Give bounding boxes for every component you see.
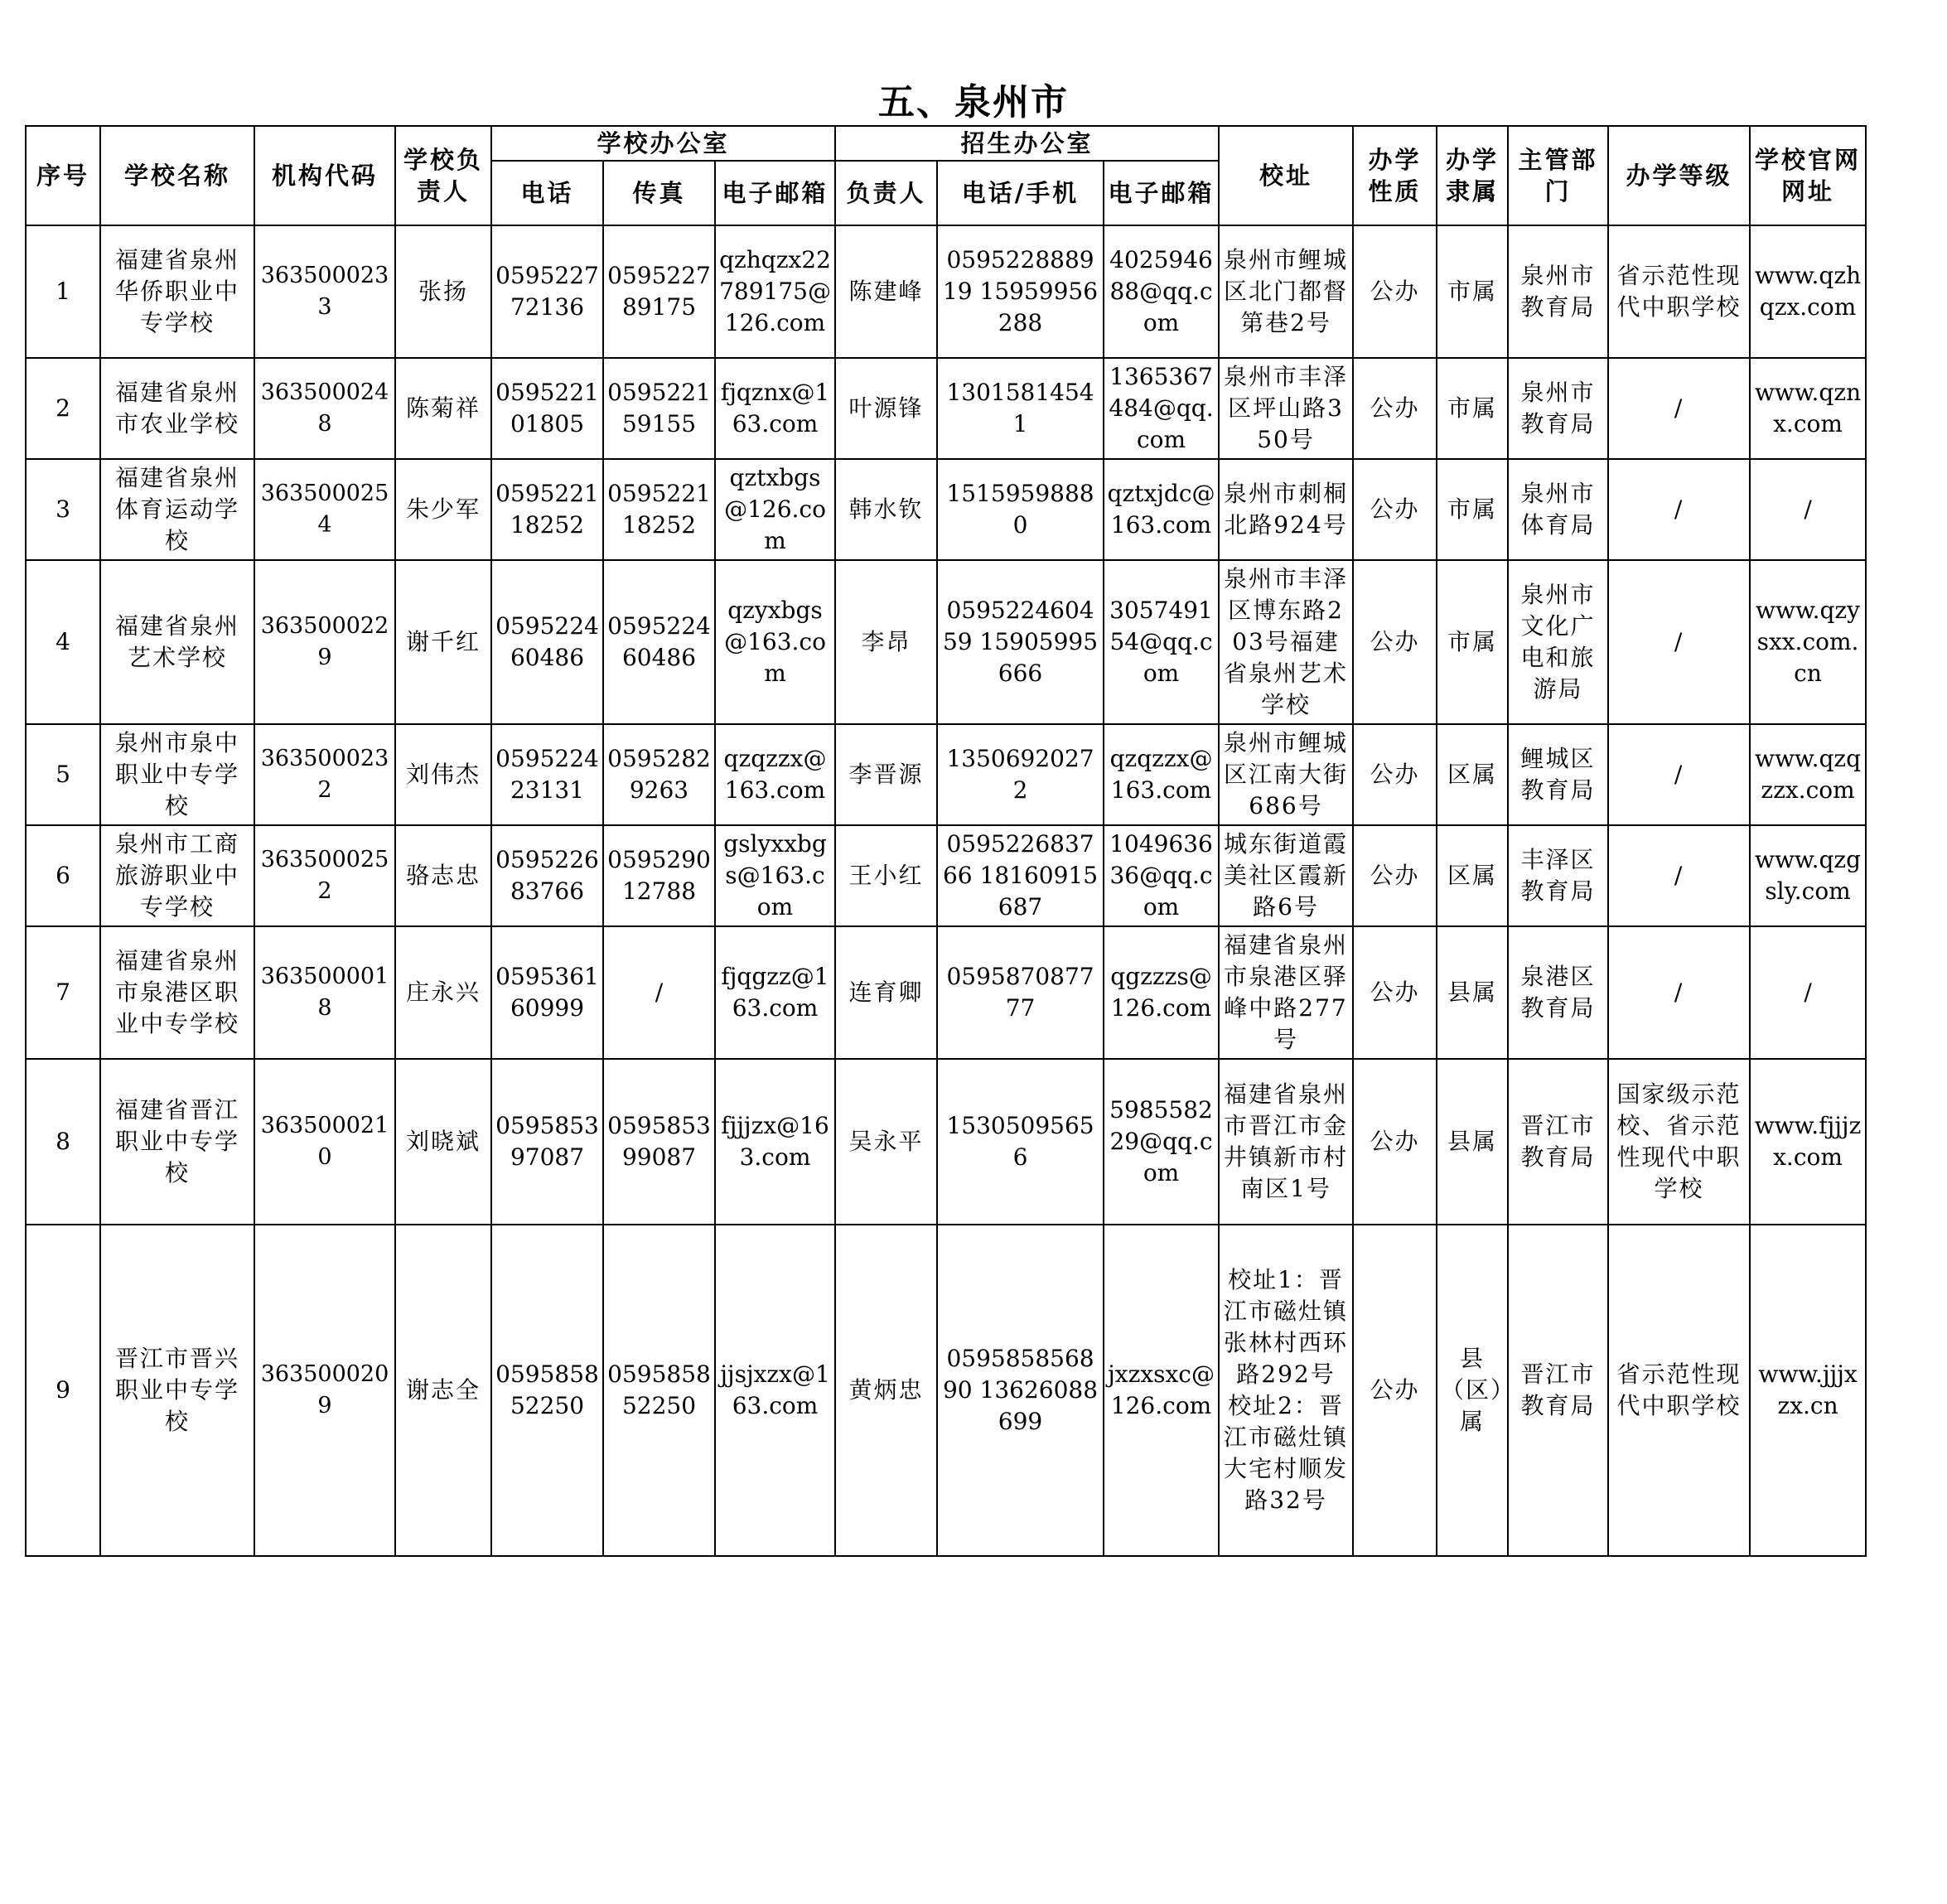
- cell-nature: 公办: [1353, 926, 1437, 1059]
- cell-email: jjsjxzx@163.com: [715, 1225, 835, 1556]
- cell-phone-mobile: 059522683766 18160915687: [937, 825, 1104, 926]
- cell-level: 国家级示范校、省示范性现代中职学校: [1608, 1059, 1750, 1225]
- table-row: [26, 225, 1866, 358]
- cell-phone-mobile: 059587087777: [937, 926, 1104, 1059]
- header-contact: 负责人: [835, 161, 937, 225]
- cell-affiliation: 县（区）属: [1437, 1225, 1508, 1556]
- cell-contact: 叶源锋: [835, 358, 937, 459]
- cell-website: www.qzqzzx.com: [1750, 724, 1866, 825]
- header-school-office: 学校办公室: [491, 126, 835, 161]
- header-org-code: 机构代码: [254, 126, 395, 225]
- cell-org-code: 3635000252: [254, 825, 395, 926]
- cell-school-name: 福建省泉州市泉港区职业中专学校: [100, 926, 254, 1059]
- cell-level: /: [1608, 825, 1750, 926]
- cell-seq: 3: [26, 459, 100, 560]
- cell-phone-mobile: 059585856890 13626088699: [937, 1225, 1104, 1556]
- cell-authority: 泉州市文化广电和旅游局: [1508, 560, 1608, 724]
- cell-org-code: 3635000209: [254, 1225, 395, 1556]
- header-phone-mobile: 电话/手机: [937, 161, 1104, 225]
- cell-admission-email: jxzxsxc@126.com: [1104, 1225, 1219, 1556]
- cell-authority: 泉港区教育局: [1508, 926, 1608, 1059]
- cell-contact: 吴永平: [835, 1059, 937, 1225]
- cell-contact: 王小红: [835, 825, 937, 926]
- header-admission-email: 电子邮箱: [1104, 161, 1219, 225]
- cell-principal: 刘晓斌: [395, 1059, 491, 1225]
- cell-phone-mobile: 15305095656: [937, 1059, 1104, 1225]
- cell-phone: 059536160999: [491, 926, 603, 1059]
- cell-email: fjqznx@163.com: [715, 358, 835, 459]
- cell-org-code: 3635000233: [254, 225, 395, 358]
- cell-phone-mobile: 15159598880: [937, 459, 1104, 560]
- cell-address: 泉州市鲤城区北门都督第巷2号: [1219, 225, 1353, 358]
- cell-affiliation: 市属: [1437, 358, 1508, 459]
- cell-affiliation: 市属: [1437, 459, 1508, 560]
- cell-address: 校址1：晋江市磁灶镇张林村西环路292号 校址2：晋江市磁灶镇大宅村顺发路32号: [1219, 1225, 1353, 1556]
- cell-level: 省示范性现代中职学校: [1608, 1225, 1750, 1556]
- cell-phone-mobile: 13506920272: [937, 724, 1104, 825]
- header-level: 办学等级: [1608, 126, 1750, 225]
- cell-nature: 公办: [1353, 459, 1437, 560]
- cell-address: 福建省泉州市晋江市金井镇新市村南区1号: [1219, 1059, 1353, 1225]
- cell-school-name: 福建省泉州华侨职业中专学校: [100, 225, 254, 358]
- cell-affiliation: 市属: [1437, 560, 1508, 724]
- cell-authority: 泉州市教育局: [1508, 225, 1608, 358]
- cell-website: www.jjjxzx.cn: [1750, 1225, 1866, 1556]
- table-body: [26, 225, 1866, 1556]
- table-row: [26, 358, 1866, 459]
- cell-level: /: [1608, 926, 1750, 1059]
- cell-admission-email: 402594688@qq.com: [1104, 225, 1219, 358]
- header-fax: 传真: [603, 161, 715, 225]
- cell-phone-mobile: 059522460459 15905995666: [937, 560, 1104, 724]
- cell-school-name: 泉州市泉中职业中专学校: [100, 724, 254, 825]
- page-title: 五、泉州市: [878, 81, 1069, 123]
- cell-affiliation: 县属: [1437, 1059, 1508, 1225]
- cell-phone: 059522772136: [491, 225, 603, 358]
- cell-email: gslyxxbgs@163.com: [715, 825, 835, 926]
- cell-address: 城东街道霞美社区霞新路6号: [1219, 825, 1353, 926]
- cell-seq: 9: [26, 1225, 100, 1556]
- cell-org-code: 3635000248: [254, 358, 395, 459]
- cell-principal: 刘伟杰: [395, 724, 491, 825]
- cell-nature: 公办: [1353, 560, 1437, 724]
- cell-seq: 5: [26, 724, 100, 825]
- cell-nature: 公办: [1353, 825, 1437, 926]
- cell-website: www.qznx.com: [1750, 358, 1866, 459]
- cell-email: fjqgzz@163.com: [715, 926, 835, 1059]
- cell-seq: 2: [26, 358, 100, 459]
- cell-contact: 连育卿: [835, 926, 937, 1059]
- cell-level: 省示范性现代中职学校: [1608, 225, 1750, 358]
- cell-website: /: [1750, 926, 1866, 1059]
- cell-fax: 059522460486: [603, 560, 715, 724]
- cell-principal: 陈菊祥: [395, 358, 491, 459]
- cell-principal: 庄永兴: [395, 926, 491, 1059]
- cell-phone-mobile: 059522888919 15959956288: [937, 225, 1104, 358]
- cell-authority: 鲤城区教育局: [1508, 724, 1608, 825]
- header-affiliation: 办学隶属: [1437, 126, 1508, 225]
- cell-email: qzqzzx@163.com: [715, 724, 835, 825]
- cell-contact: 李晋源: [835, 724, 937, 825]
- cell-email: qzhqzx22789175@126.com: [715, 225, 835, 358]
- table-row: [26, 459, 1866, 560]
- cell-school-name: 晋江市晋兴职业中专学校: [100, 1225, 254, 1556]
- cell-authority: 丰泽区教育局: [1508, 825, 1608, 926]
- table-row: [26, 1225, 1866, 1556]
- cell-authority: 晋江市教育局: [1508, 1059, 1608, 1225]
- table-row: [26, 926, 1866, 1059]
- cell-principal: 朱少军: [395, 459, 491, 560]
- cell-fax: 05952829263: [603, 724, 715, 825]
- header-phone: 电话: [491, 161, 603, 225]
- cell-org-code: 3635000232: [254, 724, 395, 825]
- cell-fax: 059585852250: [603, 1225, 715, 1556]
- cell-phone: 059522118252: [491, 459, 603, 560]
- table-row: [26, 560, 1866, 724]
- cell-contact: 黄炳忠: [835, 1225, 937, 1556]
- cell-admission-email: qzqzzx@163.com: [1104, 724, 1219, 825]
- header-nature: 办学性质: [1353, 126, 1437, 225]
- cell-fax: 059522789175: [603, 225, 715, 358]
- cell-seq: 4: [26, 560, 100, 724]
- table-row: [26, 1059, 1866, 1225]
- cell-principal: 谢志全: [395, 1225, 491, 1556]
- cell-phone: 059522101805: [491, 358, 603, 459]
- cell-seq: 7: [26, 926, 100, 1059]
- cell-admission-email: 305749154@qq.com: [1104, 560, 1219, 724]
- cell-affiliation: 区属: [1437, 825, 1508, 926]
- cell-school-name: 福建省泉州体育运动学校: [100, 459, 254, 560]
- cell-phone: 059585397087: [491, 1059, 603, 1225]
- cell-level: /: [1608, 560, 1750, 724]
- cell-school-name: 福建省泉州艺术学校: [100, 560, 254, 724]
- cell-affiliation: 市属: [1437, 225, 1508, 358]
- cell-contact: 韩水钦: [835, 459, 937, 560]
- cell-org-code: 3635000018: [254, 926, 395, 1059]
- cell-website: www.fjjjzx.com: [1750, 1059, 1866, 1225]
- cell-website: www.qzgsly.com: [1750, 825, 1866, 926]
- cell-authority: 晋江市教育局: [1508, 1225, 1608, 1556]
- cell-email: qzyxbgs@163.com: [715, 560, 835, 724]
- cell-address: 泉州市刺桐北路924号: [1219, 459, 1353, 560]
- cell-org-code: 3635000210: [254, 1059, 395, 1225]
- table-row: [26, 724, 1866, 825]
- cell-fax: 059585399087: [603, 1059, 715, 1225]
- cell-fax: 059522118252: [603, 459, 715, 560]
- cell-affiliation: 区属: [1437, 724, 1508, 825]
- cell-school-name: 泉州市工商旅游职业中专学校: [100, 825, 254, 926]
- cell-nature: 公办: [1353, 1059, 1437, 1225]
- cell-email: fjjjzx@163.com: [715, 1059, 835, 1225]
- cell-principal: 骆志忠: [395, 825, 491, 926]
- cell-fax: 059522159155: [603, 358, 715, 459]
- cell-nature: 公办: [1353, 225, 1437, 358]
- cell-seq: 8: [26, 1059, 100, 1225]
- cell-admission-email: 1365367484@qq.com: [1104, 358, 1219, 459]
- cell-phone: 059585852250: [491, 1225, 603, 1556]
- cell-contact: 李昂: [835, 560, 937, 724]
- header-principal: 学校负责人: [395, 126, 491, 225]
- cell-school-name: 福建省泉州市农业学校: [100, 358, 254, 459]
- cell-org-code: 3635000254: [254, 459, 395, 560]
- cell-phone: 059522460486: [491, 560, 603, 724]
- cell-address: 泉州市丰泽区坪山路350号: [1219, 358, 1353, 459]
- cell-website: /: [1750, 459, 1866, 560]
- cell-seq: 1: [26, 225, 100, 358]
- header-website: 学校官网网址: [1750, 126, 1866, 225]
- cell-address: 泉州市鲤城区江南大街686号: [1219, 724, 1353, 825]
- header-email: 电子邮箱: [715, 161, 835, 225]
- header-admission-office: 招生办公室: [835, 126, 1219, 161]
- cell-nature: 公办: [1353, 1225, 1437, 1556]
- school-table: [25, 125, 1867, 1557]
- cell-address: 泉州市丰泽区博东路203号福建省泉州艺术学校: [1219, 560, 1353, 724]
- cell-admission-email: qgzzzs@126.com: [1104, 926, 1219, 1059]
- cell-nature: 公办: [1353, 358, 1437, 459]
- cell-authority: 泉州市体育局: [1508, 459, 1608, 560]
- cell-seq: 6: [26, 825, 100, 926]
- cell-level: /: [1608, 459, 1750, 560]
- header-authority: 主管部门: [1508, 126, 1608, 225]
- cell-phone-mobile: 13015814541: [937, 358, 1104, 459]
- header-seq: 序号: [26, 126, 100, 225]
- header-address: 校址: [1219, 126, 1353, 225]
- cell-affiliation: 县属: [1437, 926, 1508, 1059]
- header-school-name: 学校名称: [100, 126, 254, 225]
- cell-contact: 陈建峰: [835, 225, 937, 358]
- cell-phone: 059522423131: [491, 724, 603, 825]
- cell-principal: 谢千红: [395, 560, 491, 724]
- cell-admission-email: qztxjdc@163.com: [1104, 459, 1219, 560]
- cell-fax: /: [603, 926, 715, 1059]
- cell-level: /: [1608, 358, 1750, 459]
- table-header: [26, 126, 1866, 225]
- cell-level: /: [1608, 724, 1750, 825]
- cell-email: qztxbgs@126.com: [715, 459, 835, 560]
- cell-fax: 059529012788: [603, 825, 715, 926]
- table-row: [26, 825, 1866, 926]
- cell-principal: 张扬: [395, 225, 491, 358]
- cell-org-code: 3635000229: [254, 560, 395, 724]
- cell-admission-email: 598558229@qq.com: [1104, 1059, 1219, 1225]
- cell-school-name: 福建省晋江职业中专学校: [100, 1059, 254, 1225]
- cell-website: www.qzhqzx.com: [1750, 225, 1866, 358]
- cell-authority: 泉州市教育局: [1508, 358, 1608, 459]
- cell-address: 福建省泉州市泉港区驿峰中路277号: [1219, 926, 1353, 1059]
- cell-admission-email: 104963636@qq.com: [1104, 825, 1219, 926]
- cell-nature: 公办: [1353, 724, 1437, 825]
- cell-website: www.qzysxx.com.cn: [1750, 560, 1866, 724]
- cell-phone: 059522683766: [491, 825, 603, 926]
